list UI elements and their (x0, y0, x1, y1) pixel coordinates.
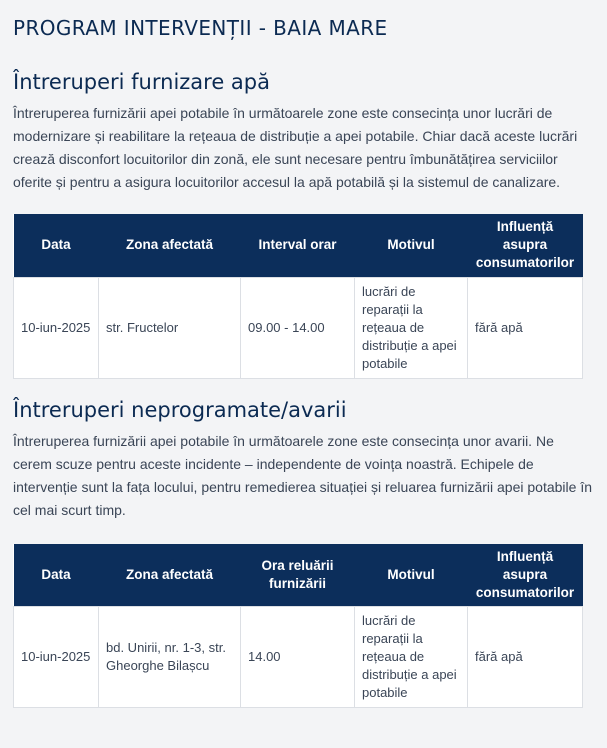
column-header-reason: Motivul (355, 544, 468, 607)
column-header-reason: Motivul (355, 214, 468, 277)
unplanned-interruptions-section (13, 395, 594, 709)
planned-interruptions-table (13, 214, 583, 379)
column-header-zone: Zona afectată (99, 544, 241, 607)
column-header-zone: Zona afectată (99, 214, 241, 277)
column-header-date: Data (14, 544, 99, 607)
unplanned-interruptions-table (13, 544, 583, 709)
cell-impact: fără apă (468, 607, 583, 708)
unplanned-section-title: Întreruperi neprogramate/avarii (13, 397, 347, 422)
column-header-date: Data (14, 214, 99, 277)
cell-zone: str. Fructelor (99, 277, 241, 378)
cell-interval: 09.00 - 14.00 (241, 277, 355, 378)
unplanned-section-description: Întreruperea furnizării apei potabile în următoarele zone este consecința unor avarii. Ne cerem scuze pentru aceste incidente – independente de voința noastră. Echipele de intervenție sunt la fața locului, pentru remedierea situației și reluarea furnizării apei potabile în cel mai scurt timp. (13, 432, 592, 518)
table-header-row (14, 544, 583, 607)
planned-section-title: Întreruperi furnizare apă (13, 70, 271, 94)
cell-date: 10-iun-2025 (14, 607, 99, 708)
column-header-impact: Influență asupra consumatorilor (468, 544, 583, 607)
cell-date: 10-iun-2025 (14, 277, 99, 378)
planned-section-description: Întreruperea furnizării apei potabile în următoarele zone este consecința unor lucrări de modernizare și reabilitare la rețeaua de distribuție a apei potabile. Chiar dacă aceste lucrări crează disconfort locuitorilor din zonă, ele sunt necesare pentru îmbunătățirea serviciilor oferite și pentru a asigura locuitorilor accesul la apă potabilă și la sistemul de canalizare. (13, 105, 578, 190)
cell-reason: lucrări de reparații la rețeaua de distribuție a apei potabile (355, 607, 468, 708)
column-header-resume-time: Ora reluării furnizării (241, 544, 355, 607)
table-row (14, 277, 583, 378)
cell-impact: fără apă (468, 277, 583, 378)
column-header-impact: Influență asupra consumatorilor (468, 214, 583, 277)
cell-resume-time: 14.00 (241, 607, 355, 708)
column-header-interval: Interval orar (241, 214, 355, 277)
table-header-row (14, 214, 583, 277)
page-title: PROGRAM INTERVENȚII - BAIA MARE (13, 16, 388, 40)
cell-zone: bd. Unirii, nr. 1-3, str. Gheorghe Bilașcu (99, 607, 241, 708)
planned-interruptions-section (13, 67, 594, 379)
table-row (14, 607, 583, 708)
cell-reason: lucrări de reparații la rețeaua de distribuție a apei potabile (355, 277, 468, 378)
